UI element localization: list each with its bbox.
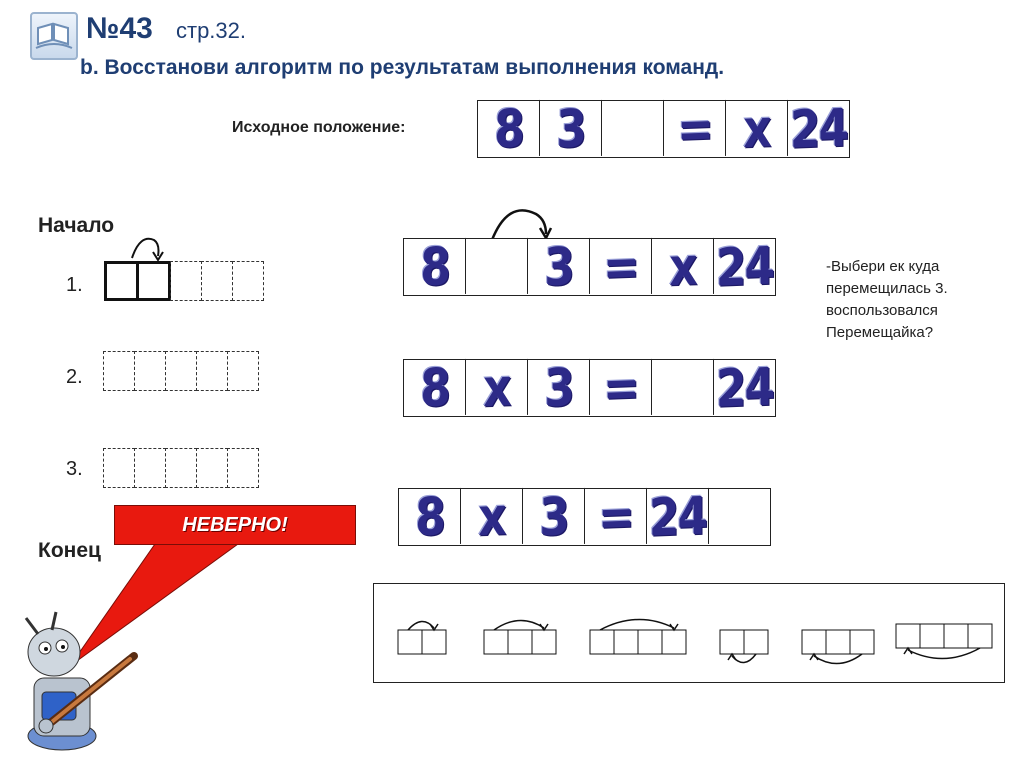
command-icons — [374, 584, 1004, 682]
strip-cell: = — [590, 238, 652, 296]
wrong-answer-callout: НЕВЕРНО! — [114, 505, 356, 545]
robot-mascot-icon — [12, 608, 142, 758]
command-palette — [373, 583, 1005, 683]
strip-cell: 8 — [404, 238, 466, 296]
move-left-3-icon[interactable] — [896, 624, 992, 659]
strip-cell: 24 — [715, 356, 774, 420]
move-left-1-icon[interactable] — [720, 630, 768, 663]
move-right-1-icon[interactable] — [398, 621, 446, 654]
strip-cell: x — [726, 100, 788, 158]
strip-cell: 24 — [647, 488, 709, 546]
strip-cell: 3 — [528, 359, 590, 417]
step-number-2: 2. — [66, 366, 83, 388]
step-number-1: 1. — [66, 274, 83, 296]
step-number-3: 3. — [66, 458, 83, 480]
strip-cell: 3 — [540, 100, 602, 158]
strip-cell: 8 — [404, 359, 466, 417]
strip-cell: 3 — [523, 488, 585, 546]
strip-cell: x — [461, 488, 523, 546]
move-right-3-icon[interactable] — [590, 619, 686, 654]
strip-cell: = — [585, 488, 647, 546]
strip-cell: = — [664, 100, 726, 158]
strip-cell: = — [590, 359, 652, 417]
task-number: №43 — [86, 12, 153, 45]
move-right-2-icon[interactable] — [484, 620, 556, 654]
strip-cell: 8 — [399, 488, 461, 546]
strip-cell: 24 — [715, 235, 774, 299]
strip-cell: x — [652, 238, 714, 296]
initial-position-label: Исходное положение: — [232, 119, 406, 136]
strip-cell: x — [466, 359, 528, 417]
strip-cell: 24 — [789, 97, 848, 161]
task-statement: b. Восстанови алгоритм по результатам выполнения команд. — [80, 56, 725, 79]
algorithm-start-label: Начало — [38, 214, 115, 237]
page-number: стр.32. — [176, 18, 247, 43]
hint-text: -Выбери ек куда перемещилась 3. воспользовался Перемещайка? — [826, 258, 948, 341]
strip-cell: 8 — [478, 100, 540, 158]
strip-cell: 3 — [528, 238, 590, 296]
move-left-2-icon[interactable] — [802, 630, 874, 664]
algorithm-end-label: Конец — [38, 539, 101, 562]
